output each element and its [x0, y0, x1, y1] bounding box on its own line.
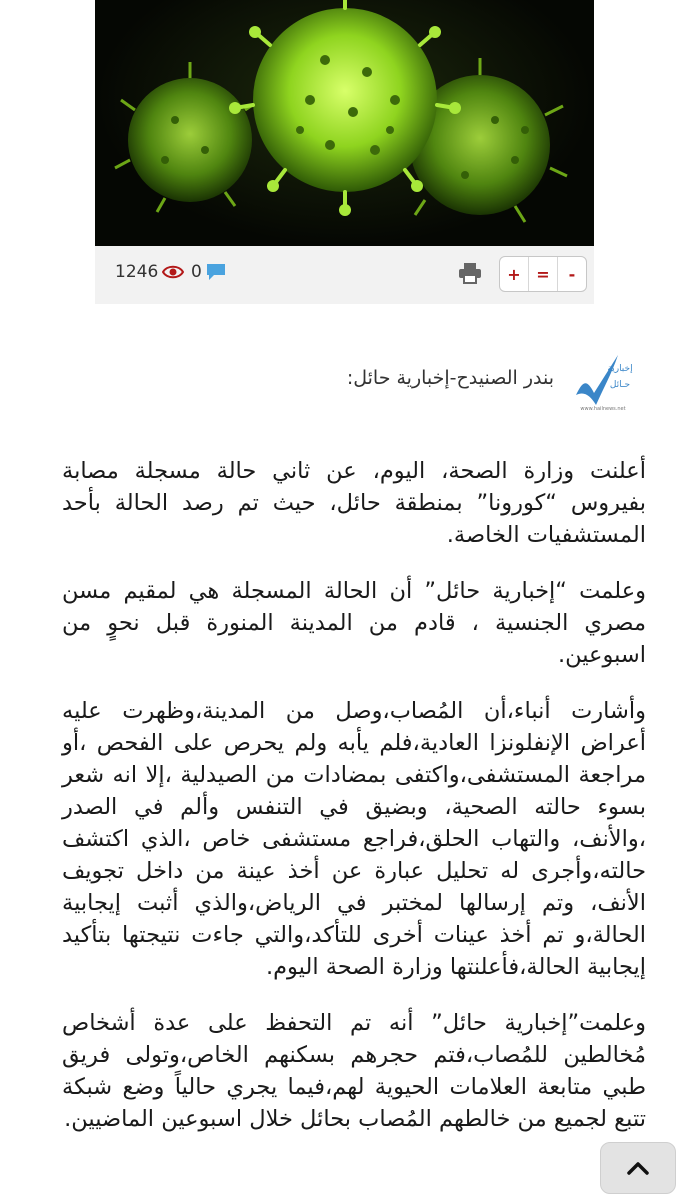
article-toolbar [95, 246, 594, 304]
article-image-card [95, 0, 594, 304]
printer-icon[interactable] [458, 262, 482, 284]
logo-text-1: إخبارية [607, 364, 633, 374]
author-byline [310, 343, 638, 413]
views-stat [115, 262, 184, 282]
logo-text-2: حـائل [609, 380, 631, 390]
scroll-to-top-button[interactable] [600, 1142, 676, 1194]
logo-url: www.hailnews.net [580, 406, 626, 412]
chevron-up-icon [627, 1161, 649, 1175]
font-decrease-button[interactable]: - [568, 264, 576, 284]
article-paragraph-4: وعلمت”إخبارية حائل” أنه تم التحفظ على عدة أشخاص مُخالطين للمُصاب،فتم حجرهم بسكنهم الخاص،وتولى فريق طبي متابعة العلامات الحيوية لهم،فيما يجري حالياً وضع شبكة تتبع لجميع من خالطهم المُصاب بحائل خلال اسبوعين الماضيين. [62, 1010, 646, 1132]
views-count: 1246 [115, 262, 159, 282]
coronavirus-image [95, 0, 594, 246]
comments-count: 0 [191, 262, 202, 282]
author-name: بندر الصنيدح-إخبارية حائل: [346, 367, 554, 389]
font-size-controls [499, 256, 587, 292]
article-paragraph-2: وعلمت “إخبارية حائل” أن الحالة المسجلة هي لمقيم مسن مصري الجنسية ، قادم من المدينة المنورة قبل نحوٍ من اسبوعين. [62, 578, 646, 668]
comments-stat[interactable] [191, 262, 226, 282]
article-paragraph-1: أعلنت وزارة الصحة، اليوم، عن ثاني حالة مسجلة مصابة بفيروس “كورونا” بمنطقة حائل، حيث تم رصد الحالة بأحد المستشفيات الخاصة. [62, 458, 646, 548]
font-increase-button[interactable]: + [500, 257, 529, 291]
eye-icon [162, 264, 184, 280]
article-paragraph-3: وأشارت أنباء،أن المُصاب،وصل من المدينة،وظهرت عليه أعراض الإنفلونزا العادية،فلم يأبه ولم يحرص على الفحص ،أو مراجعة المستشفى،واكتفى بمضادات من الصيدلية ،إلا انه شعر بسوء حالته الصحية، وبضيق في التنفس وألم في الصدر ،والأنف، والتهاب الحلق،فراجع مستشفى خاص ،الذي اكتشف حالته،وأجرى له تحليل عبارة عن أخذ عينة من داخل تجويف الأنف، وتم إرسالها لمختبر في الرياض،والذي أثبت إيجابية الحالة،و تم أخذ عينات أخرى للتأكد،والتي جاءت نتيجتها بتأكيد إيجابية الحالة،فأعلنتها وزارة الصحة اليوم. [62, 698, 646, 980]
comment-icon [206, 263, 226, 281]
article-body [62, 455, 646, 1159]
hailnews-logo [568, 343, 638, 413]
font-reset-button[interactable]: = [529, 257, 558, 291]
